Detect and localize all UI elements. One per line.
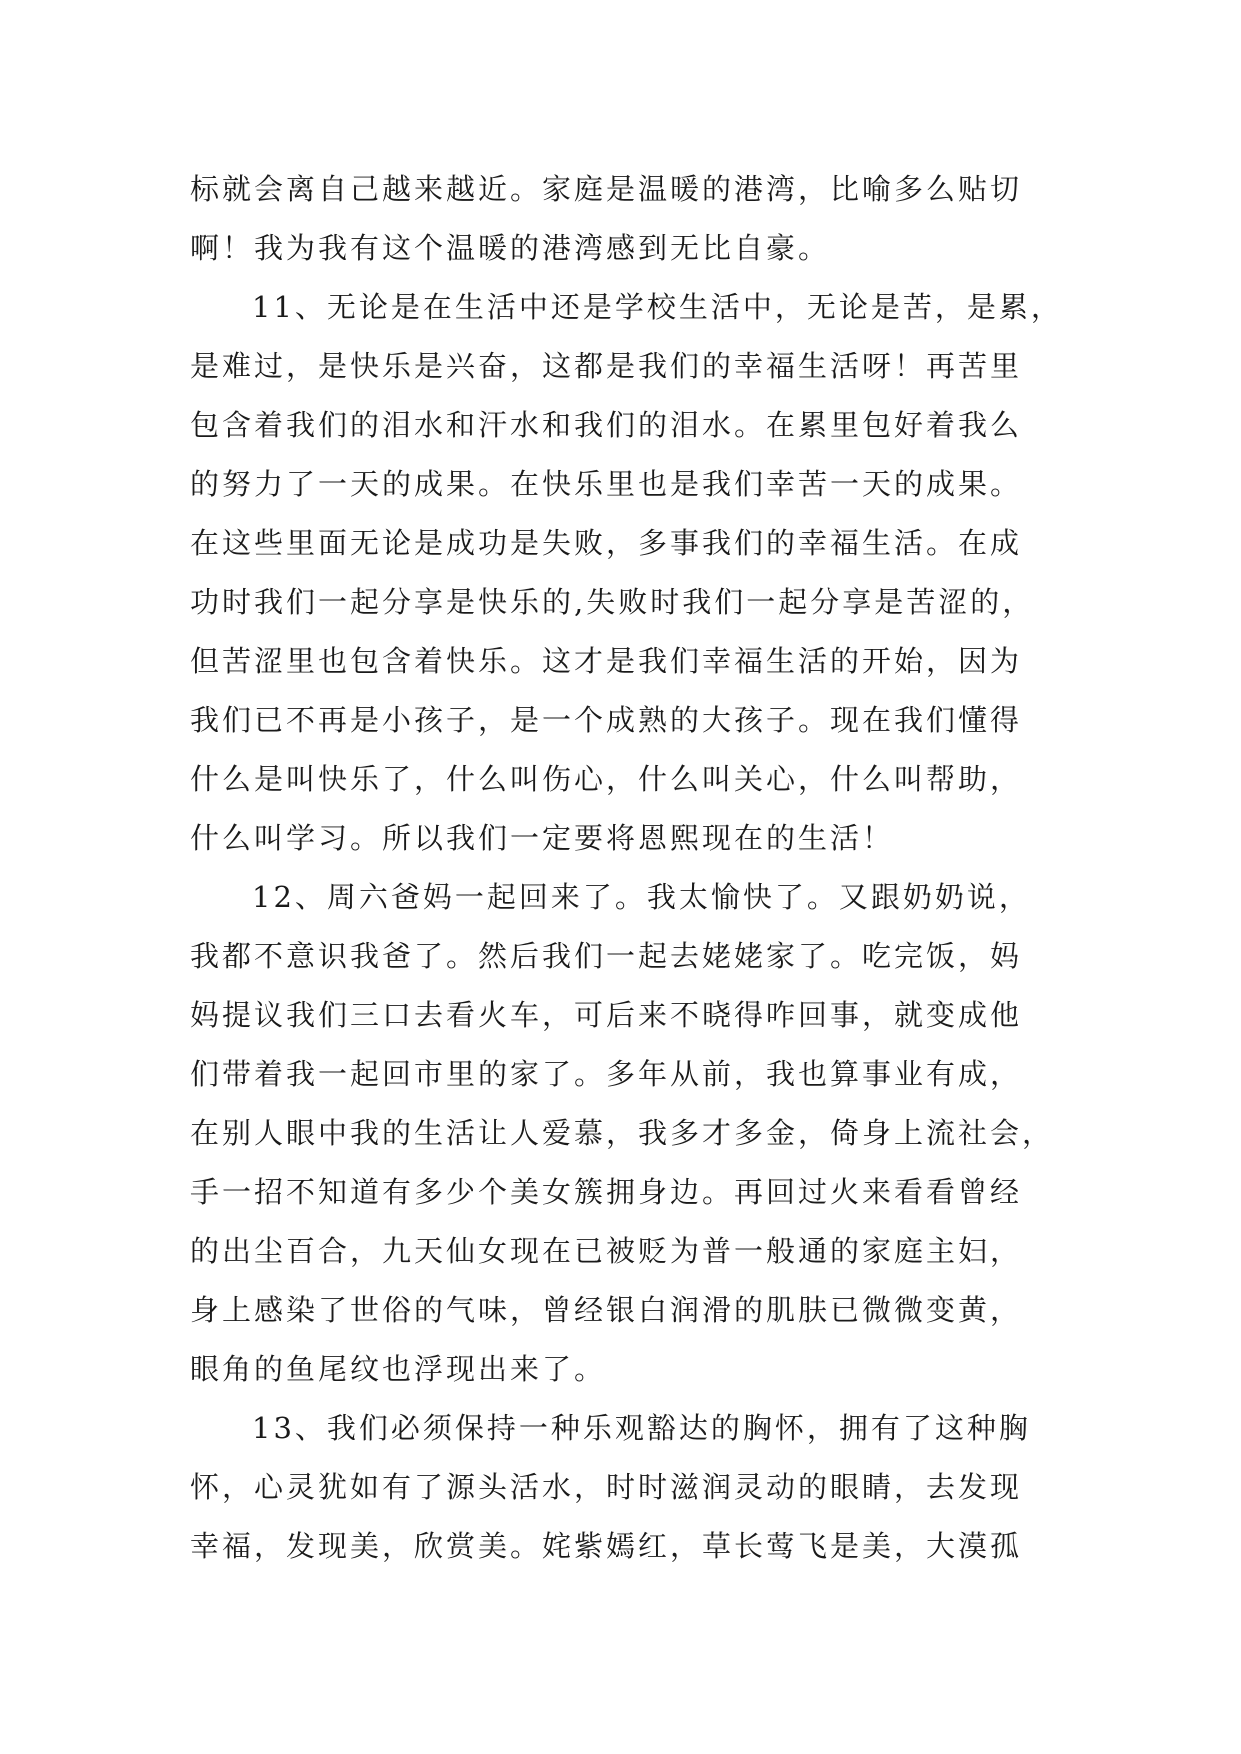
text-line: 眼角的鱼尾纹也浮现出来了。 <box>190 1352 607 1386</box>
text-line: 怀，心灵犹如有了源头活水，时时滋润灵动的眼睛，去发现 <box>190 1470 1023 1504</box>
text-line: 什么是叫快乐了，什么叫伤心，什么叫关心，什么叫帮助， <box>190 762 1023 796</box>
paragraph-12-start: 12、周六爸妈一起回来了。我太愉快了。又跟奶奶说， <box>252 880 1031 914</box>
text-line: 啊！我为我有这个温暖的港湾感到无比自豪。 <box>190 231 831 265</box>
text-line: 我们已不再是小孩子，是一个成熟的大孩子。现在我们懂得 <box>190 703 1023 737</box>
text-line: 幸福，发现美，欣赏美。姹紫嫣红，草长莺飞是美，大漠孤 <box>190 1529 1023 1563</box>
text-line: 我都不意识我爸了。然后我们一起去姥姥家了。吃完饭，妈 <box>190 939 1023 973</box>
text-line: 在这些里面无论是成功是失败，多事我们的幸福生活。在成 <box>190 526 1023 560</box>
text-line: 在别人眼中我的生活让人爱慕，我多才多金，倚身上流社会， <box>190 1116 1055 1150</box>
text-line: 但苦涩里也包含着快乐。这才是我们幸福生活的开始，因为 <box>190 644 1023 678</box>
text-line: 的出尘百合，九天仙女现在已被贬为普一般通的家庭主妇， <box>190 1234 1023 1268</box>
paragraph-13-start: 13、我们必须保持一种乐观豁达的胸怀，拥有了这种胸 <box>252 1411 1031 1445</box>
text-line: 身上感染了世俗的气味，曾经银白润滑的肌肤已微微变黄， <box>190 1293 1023 1327</box>
text-line: 标就会离自己越来越近。家庭是温暖的港湾，比喻多么贴切 <box>190 172 1023 206</box>
text-line: 包含着我们的泪水和汗水和我们的泪水。在累里包好着我么 <box>190 408 1023 442</box>
text-line: 手一招不知道有多少个美女簇拥身边。再回过火来看看曾经 <box>190 1175 1023 1209</box>
text-line: 们带着我一起回市里的家了。多年从前，我也算事业有成， <box>190 1057 1023 1091</box>
text-line: 是难过，是快乐是兴奋，这都是我们的幸福生活呀！再苦里 <box>190 349 1023 383</box>
text-line: 妈提议我们三口去看火车，可后来不晓得咋回事，就变成他 <box>190 998 1023 1032</box>
document-body <box>190 160 1070 1576</box>
text-line: 什么叫学习。所以我们一定要将恩熙现在的生活！ <box>190 821 895 855</box>
text-line: 功时我们一起分享是快乐的,失败时我们一起分享是苦涩的， <box>190 585 1035 619</box>
paragraph-11-start: 11、无论是在生活中还是学校生活中，无论是苦，是累， <box>252 290 1063 324</box>
text-line: 的努力了一天的成果。在快乐里也是我们幸苦一天的成果。 <box>190 467 1023 501</box>
